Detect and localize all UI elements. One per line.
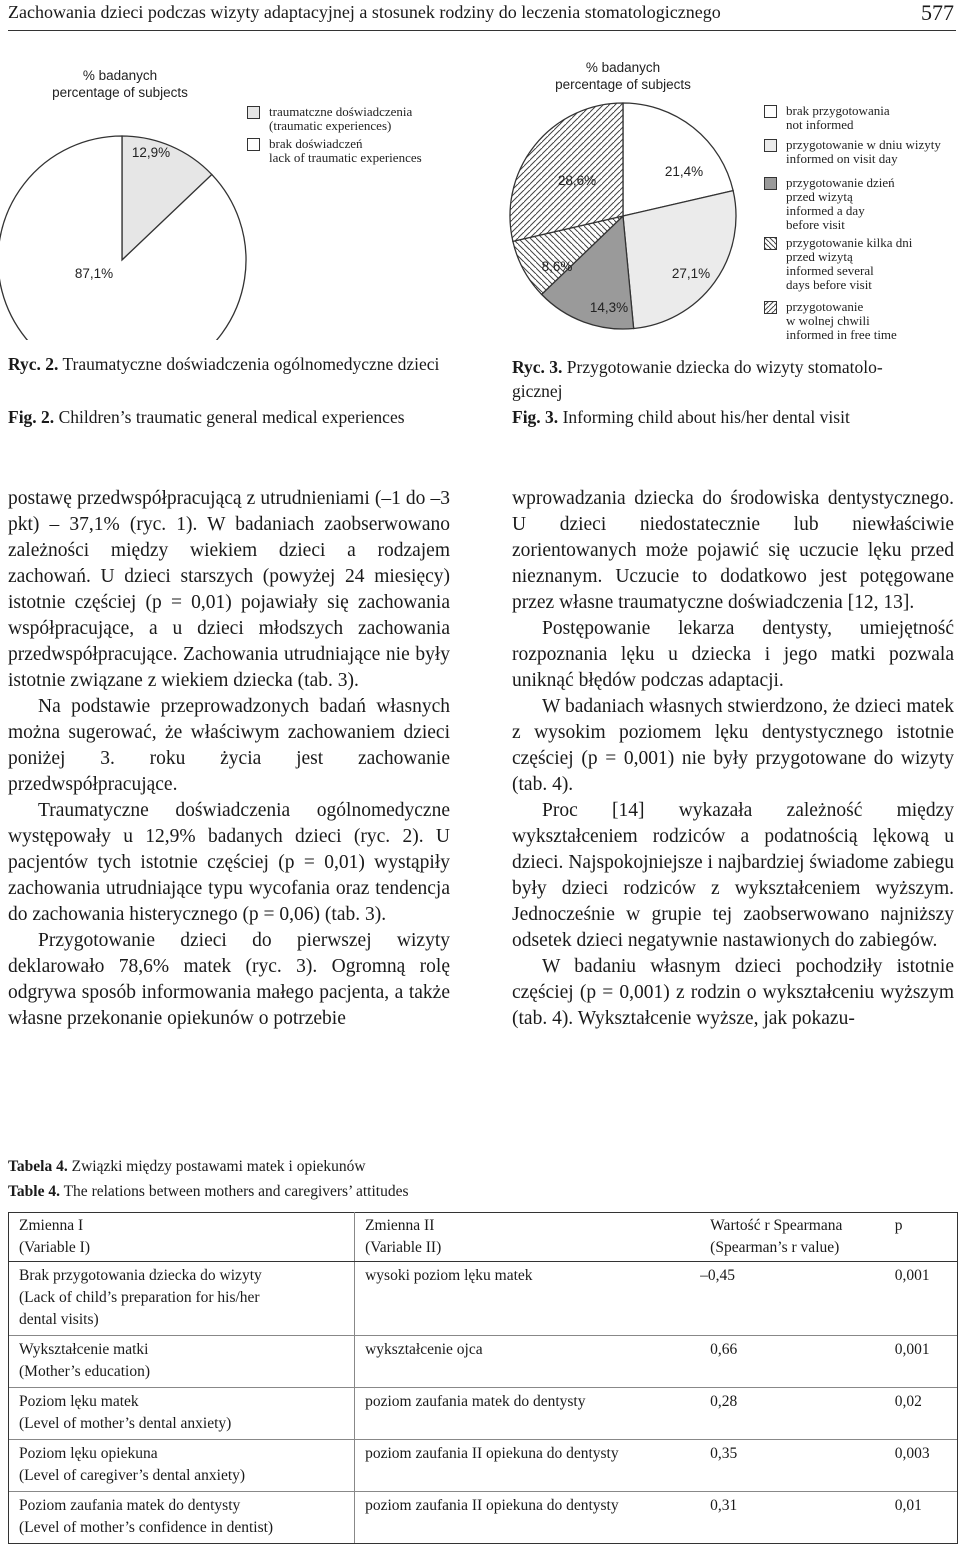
fig2-caption-pl-text: Traumatyczne doświadczenia ogólnomedyczne dzieci [62, 354, 440, 374]
fig3-legend-line: not informed [786, 117, 854, 132]
fig3-axis-label-pl: % badanych [585, 60, 661, 75]
fig3-legend-line: przygotowanie w dniu wizyty [786, 137, 941, 152]
cell-spearman-r: 0,35 [700, 1440, 885, 1492]
fig3-value-label: 14,3% [589, 300, 629, 315]
table-title-en-text: The relations between mothers and caregivers’ attitudes [63, 1183, 409, 1200]
cell-line: (Level of mother’s confidence in dentist) [19, 1519, 274, 1536]
cell-line: dental visits) [19, 1311, 99, 1328]
header-spearman [700, 1213, 885, 1262]
cell-p-value: 0,003 [885, 1440, 958, 1492]
fig3-legend-swatch [764, 237, 777, 250]
table-row [9, 1440, 958, 1492]
table-header-row [9, 1213, 958, 1262]
fig3-legend-line: przygotowanie [786, 299, 864, 314]
cell-line: Brak przygotowania dziecka do wizyty [19, 1267, 262, 1284]
table-body [9, 1262, 958, 1544]
cell-variable-1 [9, 1440, 355, 1492]
header-line: (Spearman’s r value) [710, 1239, 840, 1256]
fig3-caption-pl [512, 355, 952, 403]
table-title [8, 1154, 408, 1204]
paragraph: Postępowanie lekarza dentysty, umiejętność rozpoznania lęku u dziecka i jego matki pozwala uniknąć błędów podczas adaptacji. [512, 618, 954, 691]
cell-variable-2: wysoki poziom lęku matek [355, 1262, 701, 1336]
fig2-legend-label-en: lack of traumatic experiences [269, 150, 422, 165]
header-line: Zmienna I [19, 1217, 84, 1234]
table-title-en-label: Table 4. [8, 1183, 60, 1200]
fig3-legend-label [786, 104, 960, 132]
header-line: (Variable I) [19, 1239, 90, 1256]
header-line: p [894, 1217, 903, 1234]
fig2-swatch-traumatic [247, 106, 260, 119]
paragraph: Traumatyczne doświadczenia ogólnomedyczne występowały u 12,9% badanych dzieci (ryc. 2). U pacjentów tych istotnie częściej (p = 0,01) wystąpiły zachowania utrudniające typu wycofania oraz tendencja do zachowania histerycznego (p = 0,06) (tab. 3). [8, 800, 450, 925]
cell-line: Poziom lęku matek [19, 1393, 139, 1410]
running-title: Zachowania dzieci podczas wizyty adaptacyjnej a stosunek rodziny do leczenia stomatologicznego [8, 2, 721, 22]
cell-spearman-r: –0,45 [700, 1262, 885, 1336]
text-column-right [512, 486, 954, 1032]
fig3-legend-line: before visit [786, 217, 845, 232]
page-number: 577 [921, 0, 954, 25]
fig3-legend-line: informed in free time [786, 327, 897, 342]
paragraph: W badaniu własnym dzieci pochodziły istotnie częściej (p = 0,001) z rodzin o wykształceniu wyższym (tab. 4). Wykształcenie wyższe, jak pokazu- [512, 956, 954, 1029]
fig3-legend-label [786, 176, 960, 232]
header-p [885, 1213, 958, 1262]
fig2-value-label: 87,1% [74, 266, 114, 281]
table-title-en [8, 1179, 408, 1204]
cell-spearman-r: 0,31 [700, 1492, 885, 1544]
cell-variable-2: poziom zaufania II opiekuna do dentysty [355, 1492, 701, 1544]
cell-spearman-r: 0,66 [700, 1336, 885, 1388]
fig3-legend-line: przed wizytą [786, 189, 853, 204]
fig2-axis-label-en: percentage of subjects [52, 85, 188, 100]
paragraph: wprowadzania dziecka do środowiska dentystycznego. U dzieci niedostatecznie lub niewłaściwie zorientowanych może pojawić się uczucie lęku przed nieznanym. Uczucie to dodatkowo jest potęgowane przez własne traumatyczne doświadczenia [12, 13]. [512, 488, 954, 613]
fig3-legend-swatch [764, 177, 777, 190]
cell-variable-1 [9, 1262, 355, 1336]
cell-line: Poziom lęku opiekuna [19, 1445, 158, 1462]
cell-variable-1 [9, 1492, 355, 1544]
fig2-pie-chart [0, 40, 480, 340]
header-variable-1 [9, 1213, 355, 1262]
fig2-caption-pl [8, 352, 468, 376]
relations-table [8, 1212, 958, 1544]
fig3-legend-label [786, 300, 960, 342]
fig2-caption-en-label: Fig. 2. [8, 407, 55, 427]
fig2-swatch-no-trauma [247, 138, 260, 151]
cell-line: (Lack of child’s preparation for his/her [19, 1289, 260, 1306]
fig3-legend-label [786, 138, 960, 166]
cell-variable-2: poziom zaufania II opiekuna do dentysty [355, 1440, 701, 1492]
fig3-legend-label [786, 236, 960, 292]
table-title-pl [8, 1154, 408, 1179]
fig3-legend-line: przygotowanie dzień [786, 175, 895, 190]
fig3-caption-en-label: Fig. 3. [512, 407, 559, 427]
header-line: (Variable II) [365, 1239, 442, 1256]
fig2-axis-label-pl: % badanych [82, 68, 158, 83]
cell-line: (Mother’s education) [19, 1363, 150, 1380]
running-header [8, 0, 956, 31]
text-column-left [8, 486, 450, 1032]
fig3-legend-line: informed a day [786, 203, 865, 218]
cell-spearman-r: 0,28 [700, 1388, 885, 1440]
table-row [9, 1492, 958, 1544]
cell-variable-1 [9, 1336, 355, 1388]
fig3-legend-line: informed on visit day [786, 151, 898, 166]
cell-variable-1 [9, 1388, 355, 1440]
paragraph: postawę przedwspółpracującą z utrudnieniami (–1 do –3 pkt) – 37,1% (ryc. 1). W badaniach zaobserwowano zależności między wiekiem dzieci a rodzajem zachowań. U dzieci starszych (powyżej 24 miesięcy) istotnie częściej (p = 0,01) pojawiały się zachowania współpracujące, a u dzieci młodszych zachowania przedwspółpracujące. Zachowania utrudniające nie były istotnie związane z wiekiem dziecka (tab. 3). [8, 488, 450, 691]
fig3-caption-en-text: Informing child about his/her dental visit [562, 407, 850, 427]
header-line: Zmienna II [365, 1217, 435, 1234]
cell-p-value: 0,02 [885, 1388, 958, 1440]
fig3-legend-line: informed several [786, 263, 874, 278]
fig2-caption-pl-label: Ryc. 2. [8, 354, 59, 374]
paragraph: Na podstawie przeprowadzonych badań własnych można sugerować, że właściwym zachowaniem dzieci poniżej 3. roku życia jest zachowanie przedwspółpracujące. [8, 696, 450, 795]
cell-p-value: 0,001 [885, 1262, 958, 1336]
cell-line: Wykształcenie matki [19, 1341, 149, 1358]
paragraph: Przygotowanie dzieci do pierwszej wizyty deklarowało 78,6% matek (ryc. 3). Ogromną rolę odgrywa sposób informowania małego pacjenta, a także własne przekonanie opiekunów o potrzebie [8, 930, 450, 1029]
fig3-caption-pl-label: Ryc. 3. [512, 357, 563, 377]
cell-line: Poziom zaufania matek do dentysty [19, 1497, 241, 1514]
fig3-legend-swatch [764, 301, 777, 314]
fig2-caption-en [8, 405, 478, 429]
figure-2 [0, 40, 480, 340]
header-line: Wartość r Spearmana [710, 1217, 843, 1234]
fig2-value-label: 12,9% [131, 145, 171, 160]
table-title-pl-text: Związki między postawami matek i opiekunów [71, 1158, 366, 1175]
fig3-axis-label-en: percentage of subjects [555, 77, 691, 92]
fig3-legend-line: w wolnej chwili [786, 313, 870, 328]
fig3-legend-line: przygotowanie kilka dni [786, 235, 913, 250]
table-row [9, 1262, 958, 1336]
fig3-caption-pl-text-1: Przygotowanie dziecka do wizyty stomatolo- [566, 357, 883, 377]
fig2-legend-label-en: (traumatic experiences) [269, 118, 392, 133]
cell-p-value: 0,01 [885, 1492, 958, 1544]
fig3-legend-swatch [764, 139, 777, 152]
cell-variable-2: wykształcenie ojca [355, 1336, 701, 1388]
cell-variable-2: poziom zaufania matek do dentysty [355, 1388, 701, 1440]
fig3-caption-en [512, 405, 952, 429]
fig3-value-label: 28,6% [557, 173, 597, 188]
fig2-legend-label: traumatczne doświadczenia [269, 104, 413, 119]
fig3-legend-line: przed wizytą [786, 249, 853, 264]
paragraph: Proc [14] wykazała zależność między wykształceniem rodziców a podatnością lękową u dzieci. Najspokojniejsze i najbardziej świadome zabiegu były dzieci rodziców z wykształceniem wyższym. Jednocześnie w grupie tej zaobserwowano najniższy odsetek dzieci negatywnie nastawionych do zabiegów. [512, 800, 954, 951]
fig3-value-label: 27,1% [671, 266, 711, 281]
table-row [9, 1388, 958, 1440]
fig3-value-label: 21,4% [664, 164, 704, 179]
table-row [9, 1336, 958, 1388]
table-title-pl-label: Tabela 4. [8, 1158, 68, 1175]
fig3-value-label: 8,6% [541, 259, 573, 274]
fig3-legend-line: days before visit [786, 277, 872, 292]
fig2-legend-label: brak doświadczeń [269, 136, 363, 151]
fig3-caption-pl-text-2: gicznej [512, 381, 563, 401]
fig2-caption-en-text: Children’s traumatic general medical experiences [58, 407, 405, 427]
cell-p-value: 0,001 [885, 1336, 958, 1388]
fig3-pie-chart [488, 40, 768, 340]
cell-line: (Level of caregiver’s dental anxiety) [19, 1467, 246, 1484]
cell-line: (Level of mother’s dental anxiety) [19, 1415, 232, 1432]
figure-3 [488, 40, 960, 350]
fig3-legend-line: brak przygotowania [786, 103, 890, 118]
fig3-legend-swatch [764, 105, 777, 118]
header-variable-2 [355, 1213, 701, 1262]
paragraph: W badaniach własnych stwierdzono, że dzieci matek z wysokim poziomem lęku dentystycznego istotnie częściej (p = 0,001) nie były przygotowane do wizyty (tab. 4). [512, 696, 954, 795]
